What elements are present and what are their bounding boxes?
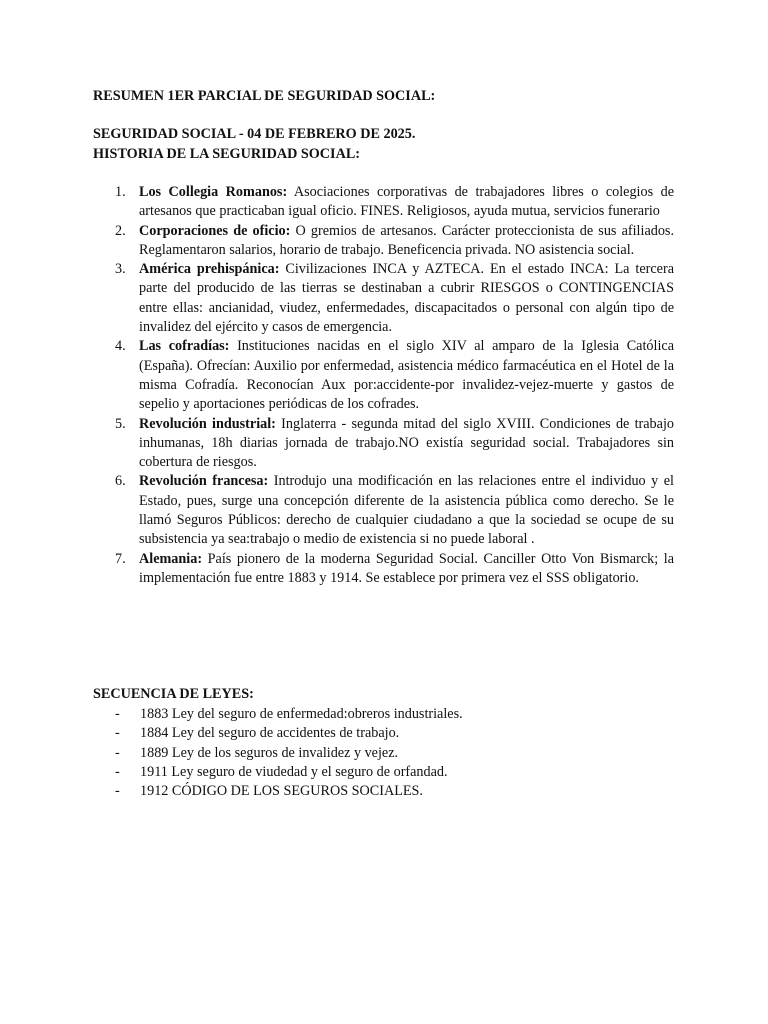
history-list bbox=[0, 183, 768, 588]
law-item bbox=[115, 782, 463, 801]
history-item bbox=[115, 260, 674, 337]
history-item bbox=[115, 415, 674, 473]
law-text: 1912 CÓDIGO DE LOS SEGUROS SOCIALES. bbox=[140, 783, 423, 800]
item-text: País pionero de la moderna Seguridad Social. Canciller Otto Von Bismarck; la implementación fue entre 1883 y 1914. Se establece por primera vez el SSS obligatorio. bbox=[139, 550, 674, 586]
law-item bbox=[115, 763, 463, 782]
laws-list bbox=[0, 705, 463, 801]
law-item bbox=[115, 724, 463, 743]
bullet-dash: - bbox=[115, 706, 120, 722]
item-term: Las cofradías: bbox=[139, 338, 230, 355]
item-number: 7. bbox=[115, 550, 126, 567]
history-item bbox=[115, 337, 674, 414]
law-text: 1889 Ley de los seguros de invalidez y vejez. bbox=[140, 744, 399, 761]
item-term: América prehispánica: bbox=[139, 261, 280, 278]
item-number: 1. bbox=[115, 184, 126, 200]
item-number: 6. bbox=[115, 473, 126, 490]
item-number: 2. bbox=[115, 222, 126, 239]
item-text: Asociaciones corporativas de trabajadores libres o colegios de artesanos que practicaban igual oficio. FINES. Religiosos, ayuda mutua, servicios funerario bbox=[139, 184, 674, 220]
history-item bbox=[115, 550, 674, 589]
item-number: 5. bbox=[115, 415, 126, 432]
item-term: Los Collegia Romanos: bbox=[139, 184, 288, 200]
law-text: 1911 Ley seguro de viudedad y el seguro de orfandad. bbox=[140, 763, 448, 780]
document-title: RESUMEN 1ER PARCIAL DE SEGURIDAD SOCIAL: bbox=[93, 88, 436, 104]
item-term: Corporaciones de oficio: bbox=[139, 222, 291, 239]
item-text: Civilizaciones INCA y AZTECA. En el estado INCA: La tercera parte del producido de las tierras se destinaban a cubrir RIESGOS o CONTINGENCIAS entre ellas: ancianidad, viudez, enfermedades, discapacitados o personal con algún tipo de invalidez del ejército y casos de emergencia. bbox=[139, 261, 674, 336]
law-text: 1884 Ley del seguro de accidentes de trabajo. bbox=[140, 725, 400, 742]
sequence-heading: SECUENCIA DE LEYES: bbox=[93, 686, 254, 702]
law-text: 1883 Ley del seguro de enfermedad:obreros industriales. bbox=[140, 706, 463, 722]
item-term: Revolución francesa: bbox=[139, 473, 269, 490]
history-item bbox=[115, 472, 674, 549]
item-text: Introdujo una modificación en las relaciones entre el individuo y el Estado, pues, surge una concepción diferente de la asistencia pública como derecho. Se le llamó Seguros Públicos: derecho de cualquier ciudadano a que la sociedad se ocupe de su subsistencia ya sea:trabajo o medio de existencia si no puede laboral . bbox=[139, 473, 674, 548]
date-heading: SEGURIDAD SOCIAL - 04 DE FEBRERO DE 2025. bbox=[93, 126, 416, 142]
law-item bbox=[115, 744, 463, 763]
bullet-dash: - bbox=[115, 783, 120, 800]
bullet-dash: - bbox=[115, 763, 120, 780]
law-item bbox=[115, 705, 463, 724]
item-text: Inglaterra - segunda mitad del siglo XVIII. Condiciones de trabajo inhumanas, 18h diarias jornada de trabajo.NO existía seguridad social. Trabajadores sin cobertura de riesgos. bbox=[139, 415, 674, 471]
item-number: 4. bbox=[115, 338, 126, 355]
history-item bbox=[115, 183, 674, 222]
bullet-dash: - bbox=[115, 744, 120, 761]
item-text: O gremios de artesanos. Carácter proteccionista de sus afiliados. Reglamentaron salarios, horario de trabajo. Beneficencia privada. NO asistencia social. bbox=[139, 222, 674, 258]
item-term: Revolución industrial: bbox=[139, 415, 276, 432]
history-item bbox=[115, 222, 674, 261]
item-term: Alemania: bbox=[139, 550, 203, 567]
history-heading: HISTORIA DE LA SEGURIDAD SOCIAL: bbox=[93, 146, 361, 162]
item-text: Instituciones nacidas en el siglo XIV al amparo de la Iglesia Católica (España). Ofrecían: Auxilio por enfermedad, asistencia médico farmacéutica en el Hotel de la misma Cofradía. Reconocían Aux por:accidente-por invalidez-vejez-muerte y gastos de sepelio y aportaciones periódicas de los cofrades. bbox=[139, 338, 674, 413]
bullet-dash: - bbox=[115, 725, 120, 742]
item-number: 3. bbox=[115, 261, 126, 278]
